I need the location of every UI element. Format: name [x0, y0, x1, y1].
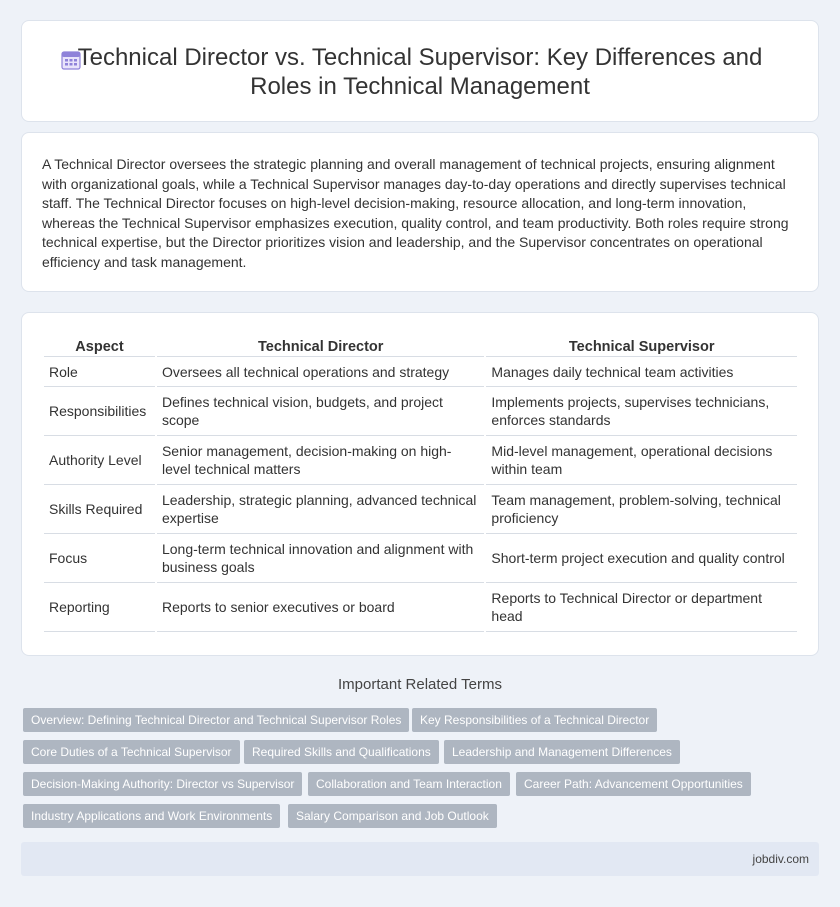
table-cell: Implements projects, supervises technicians, enforces standards	[486, 387, 797, 436]
table-row	[44, 534, 797, 583]
page-title: Technical Director vs. Technical Supervisor: Key Differences and Roles in Technical Management	[77, 44, 763, 100]
table-cell: Defines technical vision, budgets, and project scope	[157, 387, 484, 436]
related-term-tag[interactable]: Key Responsibilities of a Technical Director	[412, 708, 657, 732]
table-cell: Long-term technical innovation and alignment with business goals	[157, 534, 484, 583]
column-header: Technical Supervisor	[486, 335, 797, 357]
site-name[interactable]: jobdiv.com	[752, 852, 809, 866]
table-cell: Role	[44, 357, 155, 387]
column-header: Technical Director	[157, 335, 484, 357]
footer	[21, 842, 819, 876]
table-cell: Manages daily technical team activities	[486, 357, 797, 387]
table-row	[44, 357, 797, 387]
related-term-tag[interactable]: Industry Applications and Work Environments	[23, 804, 280, 828]
related-term-tag[interactable]: Decision-Making Authority: Director vs Supervisor	[23, 772, 302, 796]
related-term-tag[interactable]: Required Skills and Qualifications	[244, 740, 439, 764]
column-header: Aspect	[44, 335, 155, 357]
related-terms-title: Important Related Terms	[338, 676, 502, 693]
table-row	[44, 436, 797, 485]
related-term-tag[interactable]: Core Duties of a Technical Supervisor	[23, 740, 240, 764]
comparison-table	[42, 335, 799, 632]
table-cell: Reporting	[44, 583, 155, 632]
table-cell: Reports to senior executives or board	[157, 583, 484, 632]
table-row	[44, 583, 797, 632]
table-header-row	[44, 335, 797, 357]
header-card	[21, 20, 819, 122]
table-cell: Authority Level	[44, 436, 155, 485]
table-cell: Short-term project execution and quality control	[486, 534, 797, 583]
related-term-tag[interactable]: Salary Comparison and Job Outlook	[288, 804, 497, 828]
table-row	[44, 387, 797, 436]
table-cell: Skills Required	[44, 485, 155, 534]
table-cell: Mid-level management, operational decisions within team	[486, 436, 797, 485]
intro-card	[21, 132, 819, 292]
intro-text: A Technical Director oversees the strategic planning and overall management of technical projects, ensuring alignment with organizational goals, while a Technical Supervisor manages day-to-day operations and directly supervises technical staff. The Technical Director focuses on high-level decision-making, resource allocation, and long-term innovation, whereas the Technical Supervisor emphasizes execution, quality control, and team productivity. Both roles require strong technical expertise, but the Director prioritizes vision and leadership, and the Supervisor concentrates on operational efficiency and task management.	[42, 156, 789, 270]
related-term-tag[interactable]: Overview: Defining Technical Director and Technical Supervisor Roles	[23, 708, 409, 732]
table-cell: Responsibilities	[44, 387, 155, 436]
related-term-tag[interactable]: Career Path: Advancement Opportunities	[516, 772, 751, 796]
comparison-table-card	[21, 312, 819, 656]
table-cell: Oversees all technical operations and strategy	[157, 357, 484, 387]
table-cell: Reports to Technical Director or department head	[486, 583, 797, 632]
table-cell: Leadership, strategic planning, advanced technical expertise	[157, 485, 484, 534]
table-cell: Senior management, decision-making on high-level technical matters	[157, 436, 484, 485]
related-term-tag[interactable]: Leadership and Management Differences	[444, 740, 680, 764]
table-cell: Team management, problem-solving, technical proficiency	[486, 485, 797, 534]
table-cell: Focus	[44, 534, 155, 583]
related-term-tag[interactable]: Collaboration and Team Interaction	[308, 772, 510, 796]
table-row	[44, 485, 797, 534]
